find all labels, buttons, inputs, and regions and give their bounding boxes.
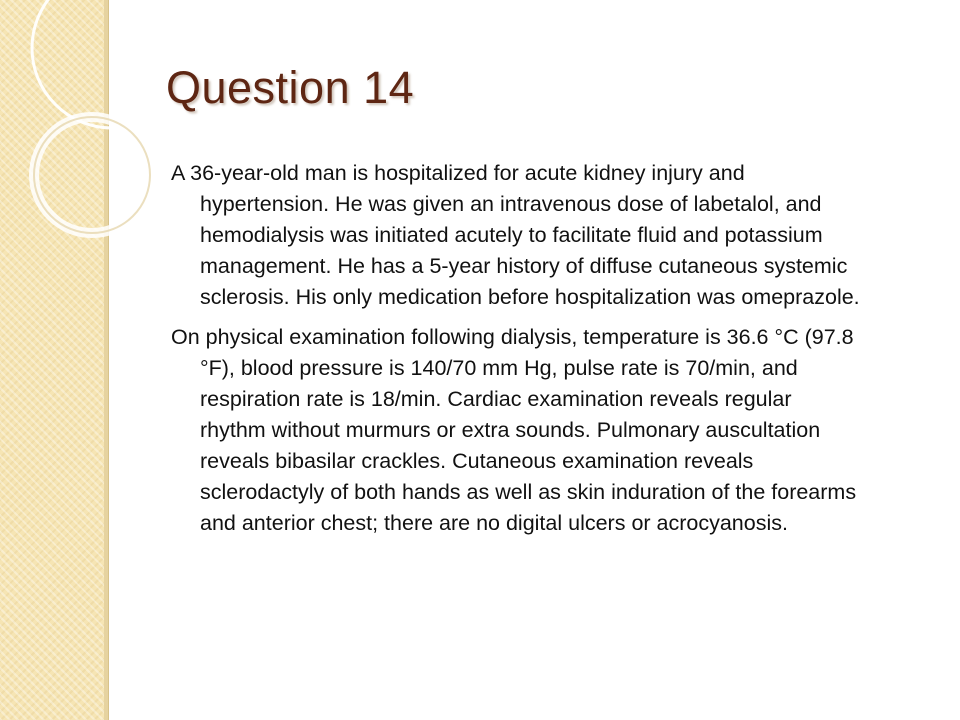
decorative-circles — [0, 0, 200, 300]
slide-title: Question 14 — [166, 62, 415, 113]
physical-exam-paragraph: On physical examination following dialysis, temperature is 36.6 °C (97.8 °F), blood pressure is 140/70 mm Hg, pulse rate is 70/min, and respiration rate is 18/min. Cardiac examination reveals regular rhythm without murmurs or extra sounds. Pulmonary auscultation reveals bibasilar crackles. Cutaneous examination reveals sclerodactyly of both hands as well as skin induration of the forearms and anterior chest; there are no digital ulcers or acrocyanosis. — [171, 325, 857, 535]
lower-ring-outline — [34, 117, 150, 233]
case-history-paragraph: A 36-year-old man is hospitalized for acute kidney injury and hypertension. He was given an intravenous dose of labetalol, and hemodialysis was initiated acutely to facilitate fluid and potassium management. He has a 5-year history of diffuse cutaneous systemic sclerosis. His only medication before hospitalization was omeprazole. — [171, 161, 860, 309]
question-body — [171, 158, 861, 548]
